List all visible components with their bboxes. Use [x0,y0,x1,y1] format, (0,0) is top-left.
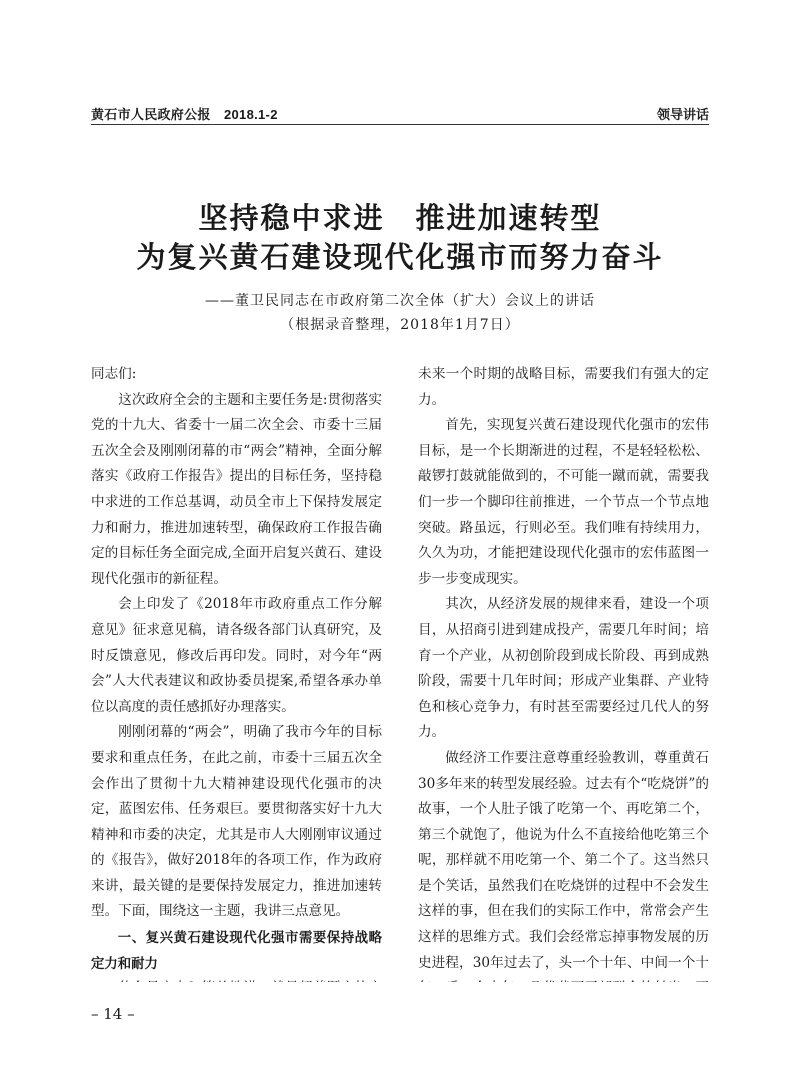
article-date-note: （根据录音整理，2018年1月7日） [280,317,520,333]
article-subtitle: ——董卫民同志在市政府第二次全体（扩大）会议上的讲话 [205,293,595,309]
paragraph: 做经济工作要注意尊重经验教训，尊重黄石30多年来的转型发展经验。过去有个“吃烧饼”的故事，一个人肚子饿了吃第一个、再吃第二个，第三个就饱了，他说为什么不直接给他吃第三个呢，那样就不用吃第一个、第二个了。这当然只是个笑话，虽然我们在吃烧饼的过程中不会发生这样的事，但在我们的实际工作中，常常会产生这样的思维方式。我们会经常忘掉事物发展的历史进程，30年过去了，头一个十年、中间一个十 [418,749,709,971]
page-number: – 14 – [91,1005,135,1023]
paragraph: 首先，实现复兴黄石建设现代化强市的宏伟目标，是一个长期渐进的过程，不是轻轻松松、敲锣打鼓就能做到的，不可能一蹴而就，需要我们一步一个脚印往前推进，一个节点一个节点地突破。路虽远，行则必至。我们唯有持续用力，久久为功，才能把建设现代化强市的宏伟蓝图一步一步变成现实。 [418,417,709,587]
salutation: 同志们: [91,366,137,382]
paragraph: 刚刚闭幕的“两会”，明确了我市今年的目标要求和重点任务，在此之前，市委十三届五次全会作出了贯彻十九大精神建设现代化强市的决定，蓝图宏伟、任务艰巨。要贯彻落实好十九大精神和市委的决定，尤其是市人大刚刚审议通过的《报告》，做好2018年的各项工作，作为政府来讲，最关键的是要保持发展定力，推进加速转型。下面，围绕这一主题，我讲三点意见。 [91,724,382,920]
header-divider [91,124,709,125]
article-title-line-2: 为复兴黄石建设现代化强市而努力奋斗 [136,240,664,274]
header-section: 领导讲话 [656,107,709,122]
left-column [91,362,382,982]
paragraph: 会上印发了《2018年市政府重点工作分解意见》征求意见稿，请各级各部门认真研究，及时反馈意见，修改后再印发。同时，对今年“两会”人大代表建议和政协委员提案,希望各承办单位以高度的责任感抓好办理落实。 [91,596,382,715]
right-column [418,362,709,982]
paragraph: 这次政府全会的主题和主要任务是:贯彻落实党的十九大、省委十一届二次全会、市委十三届五次全会及刚刚闭幕的市“两会”精神，全面分解落实《政府工作报告》提出的目标任务，坚持稳中求进的工作总基调，动员全市上下保持发展定力和耐力，推进加速转型，确保政府工作报告确定的目标任务全面完成,全面开启复兴黄石、建设现代化强市的新征程。 [91,391,382,587]
article-title-line-1: 坚持稳中求进 推进加速转型 [198,201,602,235]
header-publication: 黄石市人民政府公报 2018.1-2 [91,107,278,122]
paragraph: 其次，从经济发展的规律来看，建设一个项目，从招商引进到建成投产，需要几年时间；培育一个产业，从初创阶段到成长阶段、再到成熟阶段，需要十几年时间；形成产业集群、产业特色和核心竞争力，有时甚至需要经过几代人的努力。 [418,596,709,741]
paragraph [91,976,382,982]
paragraph: 未来一个时期的战略目标，需要我们有强大的定力。 [418,366,709,408]
section-heading: 一、复兴黄石建设现代化强市需要保持战略定力和耐力 [91,930,382,971]
